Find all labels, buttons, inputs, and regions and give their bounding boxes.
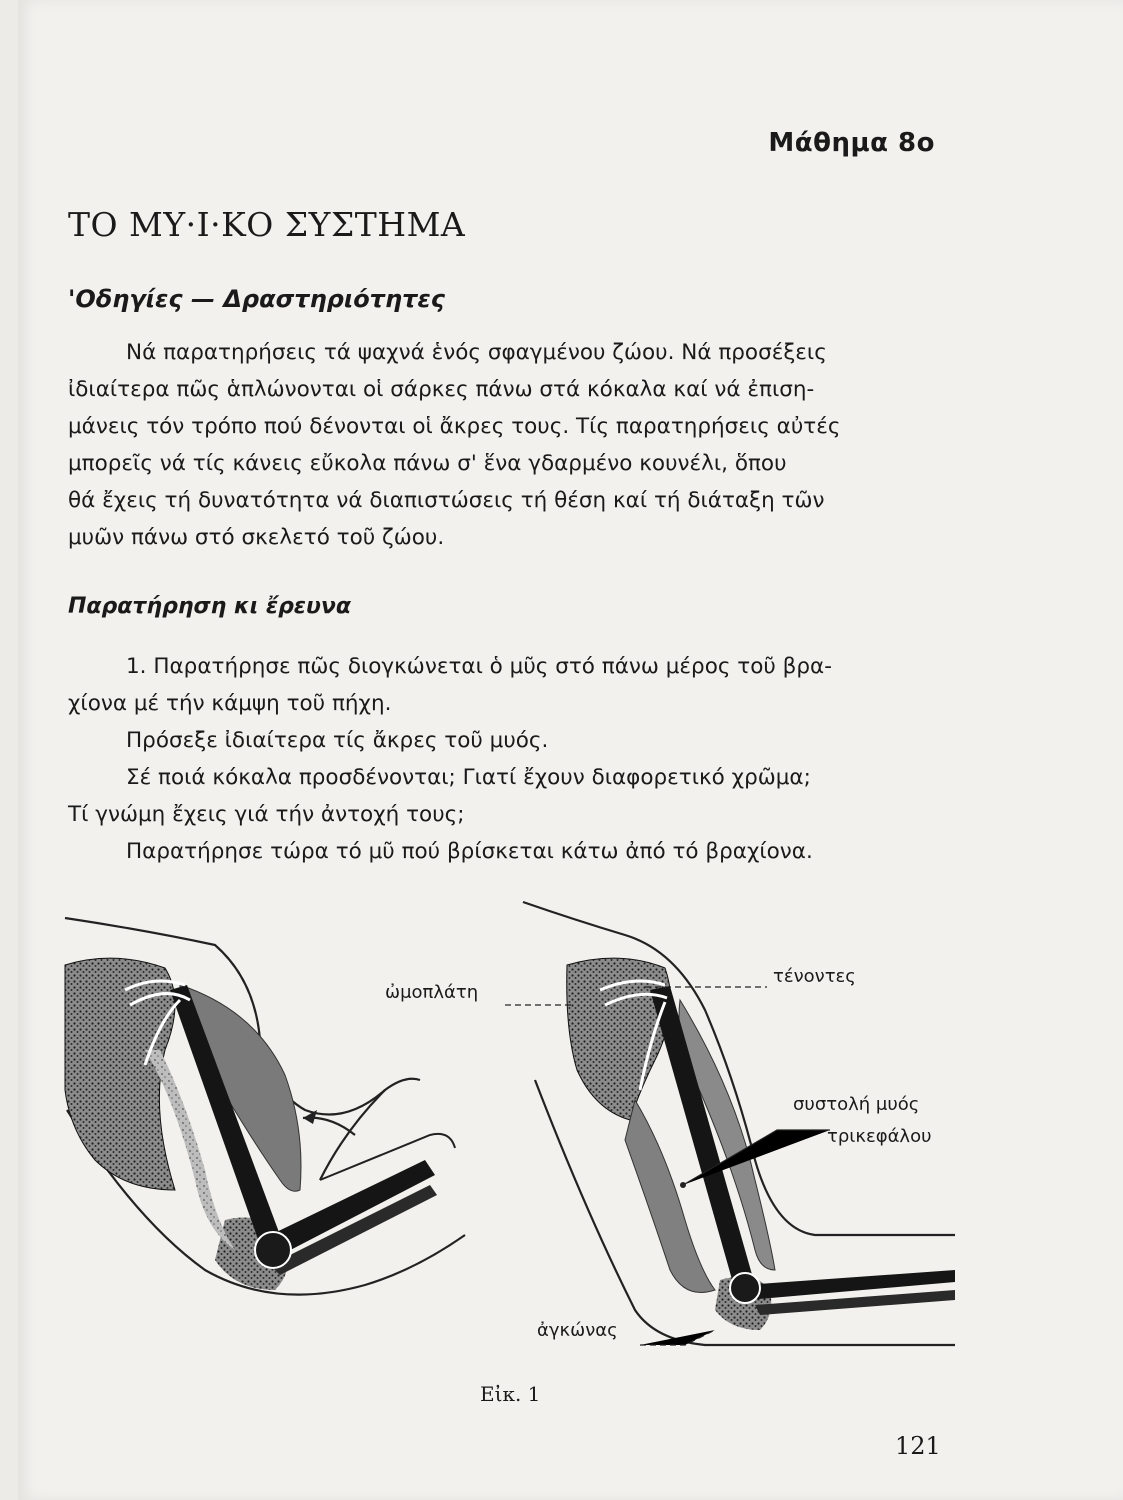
label-tendons: τένοντες bbox=[773, 966, 856, 987]
label-scapula: ὠμοπλάτη bbox=[385, 982, 479, 1003]
text-line: Πρόσεξε ἰδιαίτερα τίς ἄκρες τοῦ μυός. bbox=[126, 728, 549, 753]
right-arm-drawing bbox=[505, 902, 955, 1345]
label-triceps-line2: τρικεφάλου bbox=[827, 1126, 932, 1147]
text-line: μπορεῖς νά τίς κάνεις εὔκολα πάνω σ' ἕνα γδαρμένο κουνέλι, ὅπου bbox=[68, 451, 787, 476]
text-line: Νά παρατηρήσεις τά ψαχνά ἑνός σφαγμένου ζώου. Νά προσέξεις bbox=[126, 340, 827, 365]
page-number: 121 bbox=[895, 1432, 941, 1460]
guidelines-paragraph bbox=[68, 334, 940, 556]
lesson-label: Μάθημα 8ο bbox=[768, 128, 935, 158]
arm-muscle-figure bbox=[55, 890, 955, 1400]
text-line: χίονα μέ τήν κάμψη τοῦ πήχη. bbox=[68, 691, 392, 716]
left-arm-drawing bbox=[65, 918, 465, 1295]
text-line: Σέ ποιά κόκαλα προσδένονται; Γιατί ἔχουν διαφορετικό χρῶμα; bbox=[126, 765, 811, 790]
text-line: Παρατήρησε τώρα τό μῦ πού βρίσκεται κάτω ἀπό τό βραχίονα. bbox=[126, 839, 813, 864]
label-triceps-line1: συστολή μυός bbox=[793, 1094, 920, 1115]
observation-paragraph bbox=[68, 648, 940, 870]
text-line: 1. Παρατήρησε πῶς διογκώνεται ὁ μῦς στό πάνω μέρος τοῦ βρα- bbox=[126, 654, 832, 679]
label-elbow: ἀγκώνας bbox=[537, 1320, 618, 1341]
text-line: μάνεις τόν τρόπο πού δένονται οἱ ἄκρες τους. Τίς παρατηρήσεις αὐτές bbox=[68, 414, 841, 439]
text-line: ἰδιαίτερα πῶς ἁπλώνονται οἱ σάρκες πάνω στά κόκαλα καί νά ἐπιση- bbox=[68, 377, 815, 402]
text-line: Τί γνώμη ἔχεις γιά τήν ἀντοχή τους; bbox=[68, 802, 465, 827]
page-title: ΤΟ ΜΥ·Ι·ΚΟ ΣΥΣΤΗΜΑ bbox=[68, 205, 466, 244]
guidelines-heading: 'Οδηγίες — Δραστηριότητες bbox=[68, 285, 445, 313]
text-line: μυῶν πάνω στό σκελετό τοῦ ζώου. bbox=[68, 525, 445, 550]
section-heading: Παρατήρηση κι ἔρευνα bbox=[68, 594, 352, 619]
text-line: θά ἔχεις τή δυνατότητα νά διαπιστώσεις τή θέση καί τή διάταξη τῶν bbox=[68, 488, 825, 513]
figure-caption: Εἰκ. 1 bbox=[480, 1382, 541, 1406]
